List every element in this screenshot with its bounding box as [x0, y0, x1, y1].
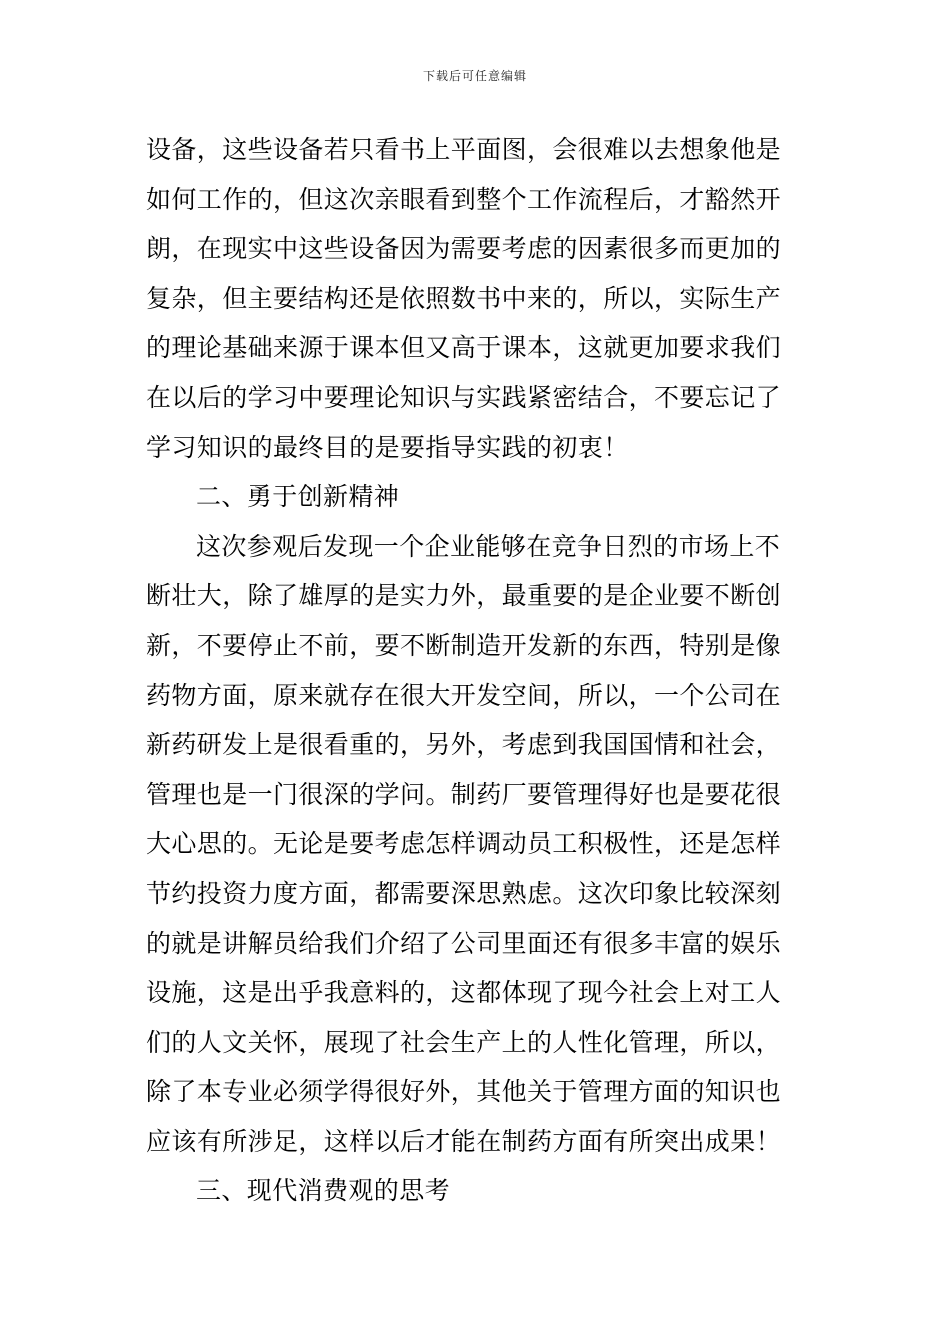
- text-line: 设备，这些设备若只看书上平面图，会很难以去想象他是: [146, 135, 782, 164]
- header-note: 下载后可任意编辑: [422, 69, 527, 83]
- text-line: 这次参观后发现一个企业能够在竞争日烈的市场上不: [196, 531, 781, 561]
- text-line: 朗，在现实中这些设备因为需要考虑的因素很多而更加的: [146, 234, 782, 264]
- text-line: 设施，这是出乎我意料的，这都体现了现今社会上对工人: [146, 978, 782, 1008]
- text-line: 除了本专业必须学得很好外，其他关于管理方面的知识也: [146, 1077, 782, 1107]
- text-line: 如何工作的，但这次亲眼看到整个工作流程后，才豁然开: [146, 184, 782, 214]
- text-line: 断壮大，除了雄厚的是实力外，最重要的是企业要不断创: [146, 581, 782, 611]
- text-line: 在以后的学习中要理论知识与实践紧密结合，不要忘记了: [146, 382, 782, 412]
- text-line: 药物方面，原来就存在很大开发空间，所以，一个公司在: [146, 680, 782, 710]
- text-line: 管理也是一门很深的学问。制药厂要管理得好也是要花很: [146, 779, 782, 809]
- section-heading: 二、勇于创新精神: [196, 482, 400, 512]
- text-line: 节约投资力度方面，都需要深思熟虑。这次印象比较深刻: [146, 878, 782, 908]
- body-text: [146, 125, 811, 1216]
- text-line: 新药研发上是很看重的，另外，考虑到我国国情和社会，: [146, 730, 782, 760]
- text-line: 新，不要停止不前，要不断制造开发新的东西，特别是像: [146, 630, 782, 660]
- text-line: 大心思的。无论是要考虑怎样调动员工积极性，还是怎样: [146, 829, 782, 859]
- text-line: 们的人文关怀，展现了社会生产上的人性化管理，所以，: [146, 1027, 782, 1057]
- text-line: 学习知识的最终目的是要指导实践的初衷！: [146, 432, 629, 462]
- text-line: 复杂，但主要结构还是依照数书中来的，所以，实际生产: [146, 283, 782, 313]
- text-line: 的理论基础来源于课本但又高于课本，这就更加要求我们: [146, 333, 782, 363]
- text-line: 的就是讲解员给我们介绍了公司里面还有很多丰富的娱乐: [146, 928, 782, 958]
- section-heading: 三、现代消费观的思考: [196, 1176, 451, 1206]
- text-line: 应该有所涉足，这样以后才能在制药方面有所突出成果！: [146, 1126, 782, 1156]
